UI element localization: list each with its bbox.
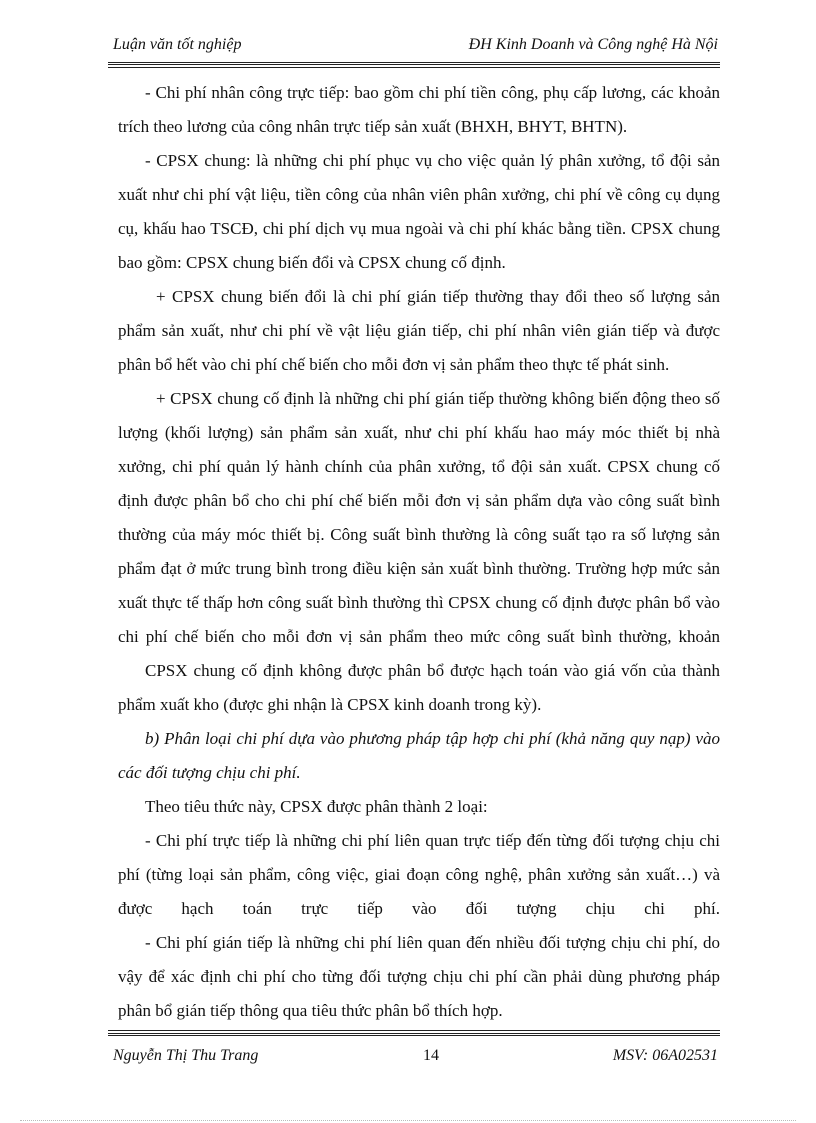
text-line: trích theo lương của công nhân trực tiếp sản xuất (BHXH, BHYT, BHTN).: [118, 117, 628, 136]
text-line: phí (từng loại sản phẩm, công việc, giai đoạn công nghệ, phân xưởng sản xuất…) và: [118, 865, 720, 884]
text-line: bao gồm: CPSX chung biến đổi và CPSX chung cố định.: [118, 253, 506, 272]
text-line: + CPSX chung cố định là những chi phí gián tiếp thường không biến động theo số: [156, 389, 720, 408]
text-line: thường của máy móc thiết bị. Công suất bình thường là công suất tạo ra số lượng sản: [118, 525, 720, 544]
footer-rule: [108, 1030, 720, 1036]
text-line: phẩm xuất kho (được ghi nhận là CPSX kinh doanh trong kỳ).: [118, 695, 542, 714]
text-line: phẩm sản xuất, như chi phí về vật liệu gián tiếp, chi phí nhân viên gián tiếp và được: [118, 321, 720, 340]
text-line: CPSX chung cố định không được phân bổ được hạch toán vào giá vốn của thành: [145, 661, 720, 680]
text-line: lượng (khối lượng) sản phẩm sản xuất, như chi phí khấu hao máy móc thiết bị nhà: [118, 423, 720, 442]
text-line: được hạch toán trực tiếp vào đối tượng chịu chi phí.: [118, 899, 720, 918]
text-line: phẩm đạt ở mức trung bình trong điều kiện sản xuất bình thường. Trường hợp mức sản: [118, 559, 720, 578]
header-university: ĐH Kinh Doanh và Công nghệ Hà Nội: [468, 36, 718, 53]
section-heading-line: b) Phân loại chi phí dựa vào phương pháp tập hợp chi phí (khả năng quy nạp) vào: [145, 729, 720, 748]
text-line: phân bổ gián tiếp thông qua tiêu thức phân bổ thích hợp.: [118, 1001, 503, 1020]
body-text: [118, 76, 720, 1028]
text-line: xưởng, chi phí quản lý hành chính của phân xưởng, tổ đội sản xuất. CPSX chung cố: [118, 457, 720, 476]
header-rule: [108, 62, 720, 68]
text-line: chi phí chế biến cho mỗi đơn vị sản phẩm theo mức công suất bình thường, khoản: [118, 627, 720, 646]
page-number: 14: [423, 1047, 439, 1064]
footer-student-id: MSV: 06A02531: [612, 1047, 718, 1064]
text-line: xuất thực tế thấp hơn công suất bình thường thì CPSX chung cố định được phân bổ vào: [118, 593, 720, 612]
text-line: - CPSX chung: là những chi phí phục vụ cho việc quản lý phân xưởng, tổ đội sản: [145, 151, 720, 170]
text-line: phân bổ hết vào chi phí chế biến cho mỗi đơn vị sản phẩm theo thực tế phát sinh.: [118, 355, 670, 374]
text-line: vậy để xác định chi phí cho từng đối tượng chịu chi phí cần phải dùng phương pháp: [118, 967, 720, 986]
text-line: cụ, khấu hao TSCĐ, chi phí dịch vụ mua ngoài và chi phí khác bằng tiền. CPSX chung: [118, 219, 720, 238]
text-line: - Chi phí gián tiếp là những chi phí liên quan đến nhiều đối tượng chịu chi phí, do: [145, 933, 720, 952]
footer-author: Nguyễn Thị Thu Trang: [113, 1047, 259, 1064]
text-line: xuất như chi phí vật liệu, tiền công của nhân viên phân xưởng, chi phí về công cụ dụng: [118, 185, 720, 204]
text-line: - Chi phí trực tiếp là những chi phí liên quan trực tiếp đến từng đối tượng chịu chi: [145, 831, 720, 850]
section-heading-line: các đối tượng chịu chi phí.: [118, 763, 301, 782]
page-edge-divider: [20, 1120, 796, 1121]
header-thesis-label: Luận văn tốt nghiệp: [113, 36, 242, 53]
text-line: + CPSX chung biến đổi là chi phí gián tiếp thường thay đổi theo số lượng sản: [156, 287, 720, 306]
text-line: định được phân bổ cho chi phí chế biến mỗi đơn vị sản phẩm dựa vào công suất bình: [118, 491, 720, 510]
page-header: [113, 36, 718, 60]
text-line: Theo tiêu thức này, CPSX được phân thành 2 loại:: [145, 797, 488, 816]
text-line: - Chi phí nhân công trực tiếp: bao gồm chi phí tiền công, phụ cấp lương, các khoản: [145, 83, 720, 102]
